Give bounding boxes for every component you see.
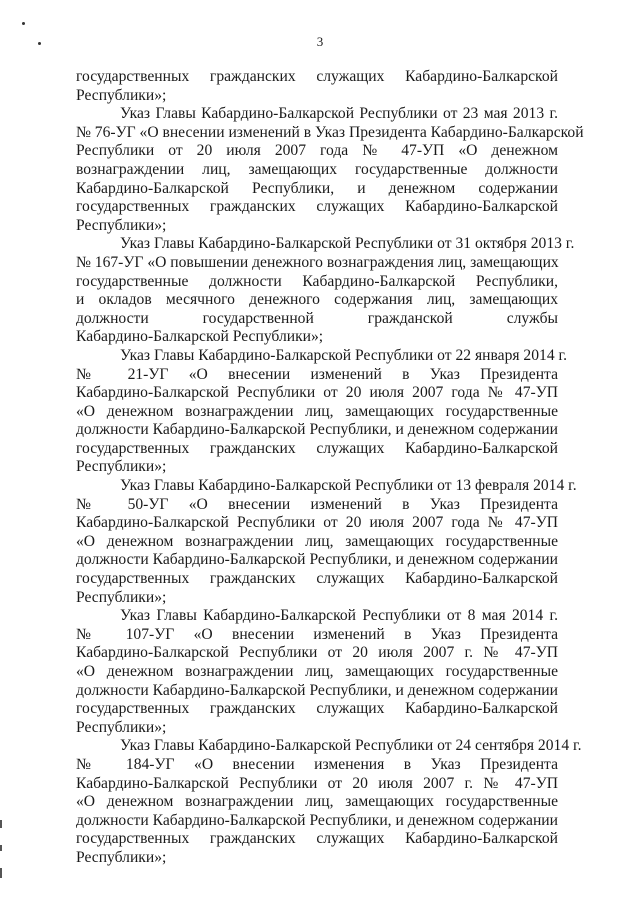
text-line: государственных гражданских служащих Кабардино-Балкарской	[76, 68, 558, 85]
text-line: должности Кабардино-Балкарской Республики, и денежном содержании	[76, 811, 558, 829]
scan-edge-mark	[0, 845, 2, 851]
text-line: должности государственной гражданской службы	[76, 309, 558, 327]
text-line: вознаграждении лиц, замещающих государственные должности	[76, 160, 558, 178]
text-line: № 21-УГ «О внесении изменений в Указ Президента	[76, 365, 558, 383]
text-line: № 76-УГ «О внесении изменений в Указ Президента Кабардино-Балкарской	[76, 123, 584, 141]
text-line: Республики»;	[76, 848, 167, 866]
text-line: Республики»;	[76, 718, 167, 736]
scan-edge-mark	[0, 820, 2, 828]
text-line: Указ Главы Кабардино-Балкарской Республики от 13 февраля 2014 г.	[120, 477, 577, 495]
scan-edge-mark	[0, 868, 2, 878]
text-line: Указ Главы Кабардино-Балкарской Республики от 31 октября 2013 г.	[120, 235, 575, 253]
paragraph	[76, 235, 575, 347]
text-line: «О денежном вознаграждении лиц, замещающих государственные	[76, 402, 558, 420]
text-line: государственных гражданских служащих Кабардино-Балкарской	[76, 830, 558, 848]
text-line: государственных гражданских служащих Кабардино-Балкарской	[76, 700, 558, 718]
text-line: Республики»;	[76, 86, 167, 104]
document-body	[76, 68, 584, 868]
text-line: Республики»;	[76, 588, 167, 606]
text-line: Указ Главы Кабардино-Балкарской Республики от 8 мая 2014 г.	[120, 607, 558, 625]
paragraph	[76, 477, 577, 607]
text-line: и окладов месячного денежного содержания лиц, замещающих	[76, 291, 558, 309]
paragraph	[76, 346, 568, 477]
text-line: «О денежном вознаграждении лиц, замещающих государственные	[76, 532, 558, 550]
text-line: государственных гражданских служащих Кабардино-Балкарской	[76, 570, 558, 588]
text-line: государственных гражданских служащих Кабардино-Балкарской	[76, 198, 558, 216]
text-line: государственных гражданских служащих Кабардино-Балкарской	[76, 439, 558, 457]
page-number: 3	[316, 34, 324, 49]
paragraph	[76, 607, 558, 737]
text-line: Кабардино-Балкарской Республики от 20 июля 2007 г. № 47-УП	[76, 644, 558, 662]
text-line: должности Кабардино-Балкарской Республики, и денежном содержании	[76, 681, 558, 699]
text-line: № 184-УГ «О внесении изменения в Указ Президента	[76, 755, 558, 773]
text-line: № 167-УГ «О повышении денежного вознаграждения лиц, замещающих	[76, 253, 559, 271]
text-line: Республики от 20 июля 2007 года № 47-УП «О денежном	[76, 142, 558, 160]
scan-speck	[22, 22, 25, 25]
text-line: Кабардино-Балкарской Республики от 20 июля 2007 года № 47-УП	[76, 384, 558, 402]
text-line: Кабардино-Балкарской Республики, и денежном содержании	[76, 179, 558, 197]
paragraph	[76, 105, 584, 235]
text-line: Республики»;	[76, 458, 167, 476]
text-line: Указ Главы Кабардино-Балкарской Республики от 22 января 2014 г.	[120, 346, 568, 364]
text-line: № 107-УГ «О внесении изменений в Указ Президента	[76, 625, 558, 643]
text-line: государственные должности Кабардино-Балкарской Республики,	[76, 272, 558, 290]
text-line: должности Кабардино-Балкарской Республики, и денежном содержании	[76, 421, 558, 439]
text-line: Указ Главы Кабардино-Балкарской Республики от 24 сентября 2014 г.	[120, 737, 582, 755]
text-line: должности Кабардино-Балкарской Республики, и денежном содержании	[76, 551, 558, 569]
text-line: № 50-УГ «О внесении изменений в Указ Президента	[76, 495, 558, 513]
paragraph	[76, 737, 582, 867]
text-line: «О денежном вознаграждении лиц, замещающих государственные	[76, 663, 558, 680]
text-line: Республики»;	[76, 216, 167, 234]
text-line: Кабардино-Балкарской Республики от 20 июля 2007 г. № 47-УП	[76, 774, 558, 792]
text-line: Кабардино-Балкарской Республики от 20 июля 2007 года № 47-УП	[76, 514, 558, 532]
paragraph	[76, 68, 558, 105]
text-line: Указ Главы Кабардино-Балкарской Республики от 23 мая 2013 г.	[120, 105, 558, 123]
text-line: «О денежном вознаграждении лиц, замещающих государственные	[76, 793, 558, 811]
text-line: Кабардино-Балкарской Республики»;	[76, 328, 324, 346]
